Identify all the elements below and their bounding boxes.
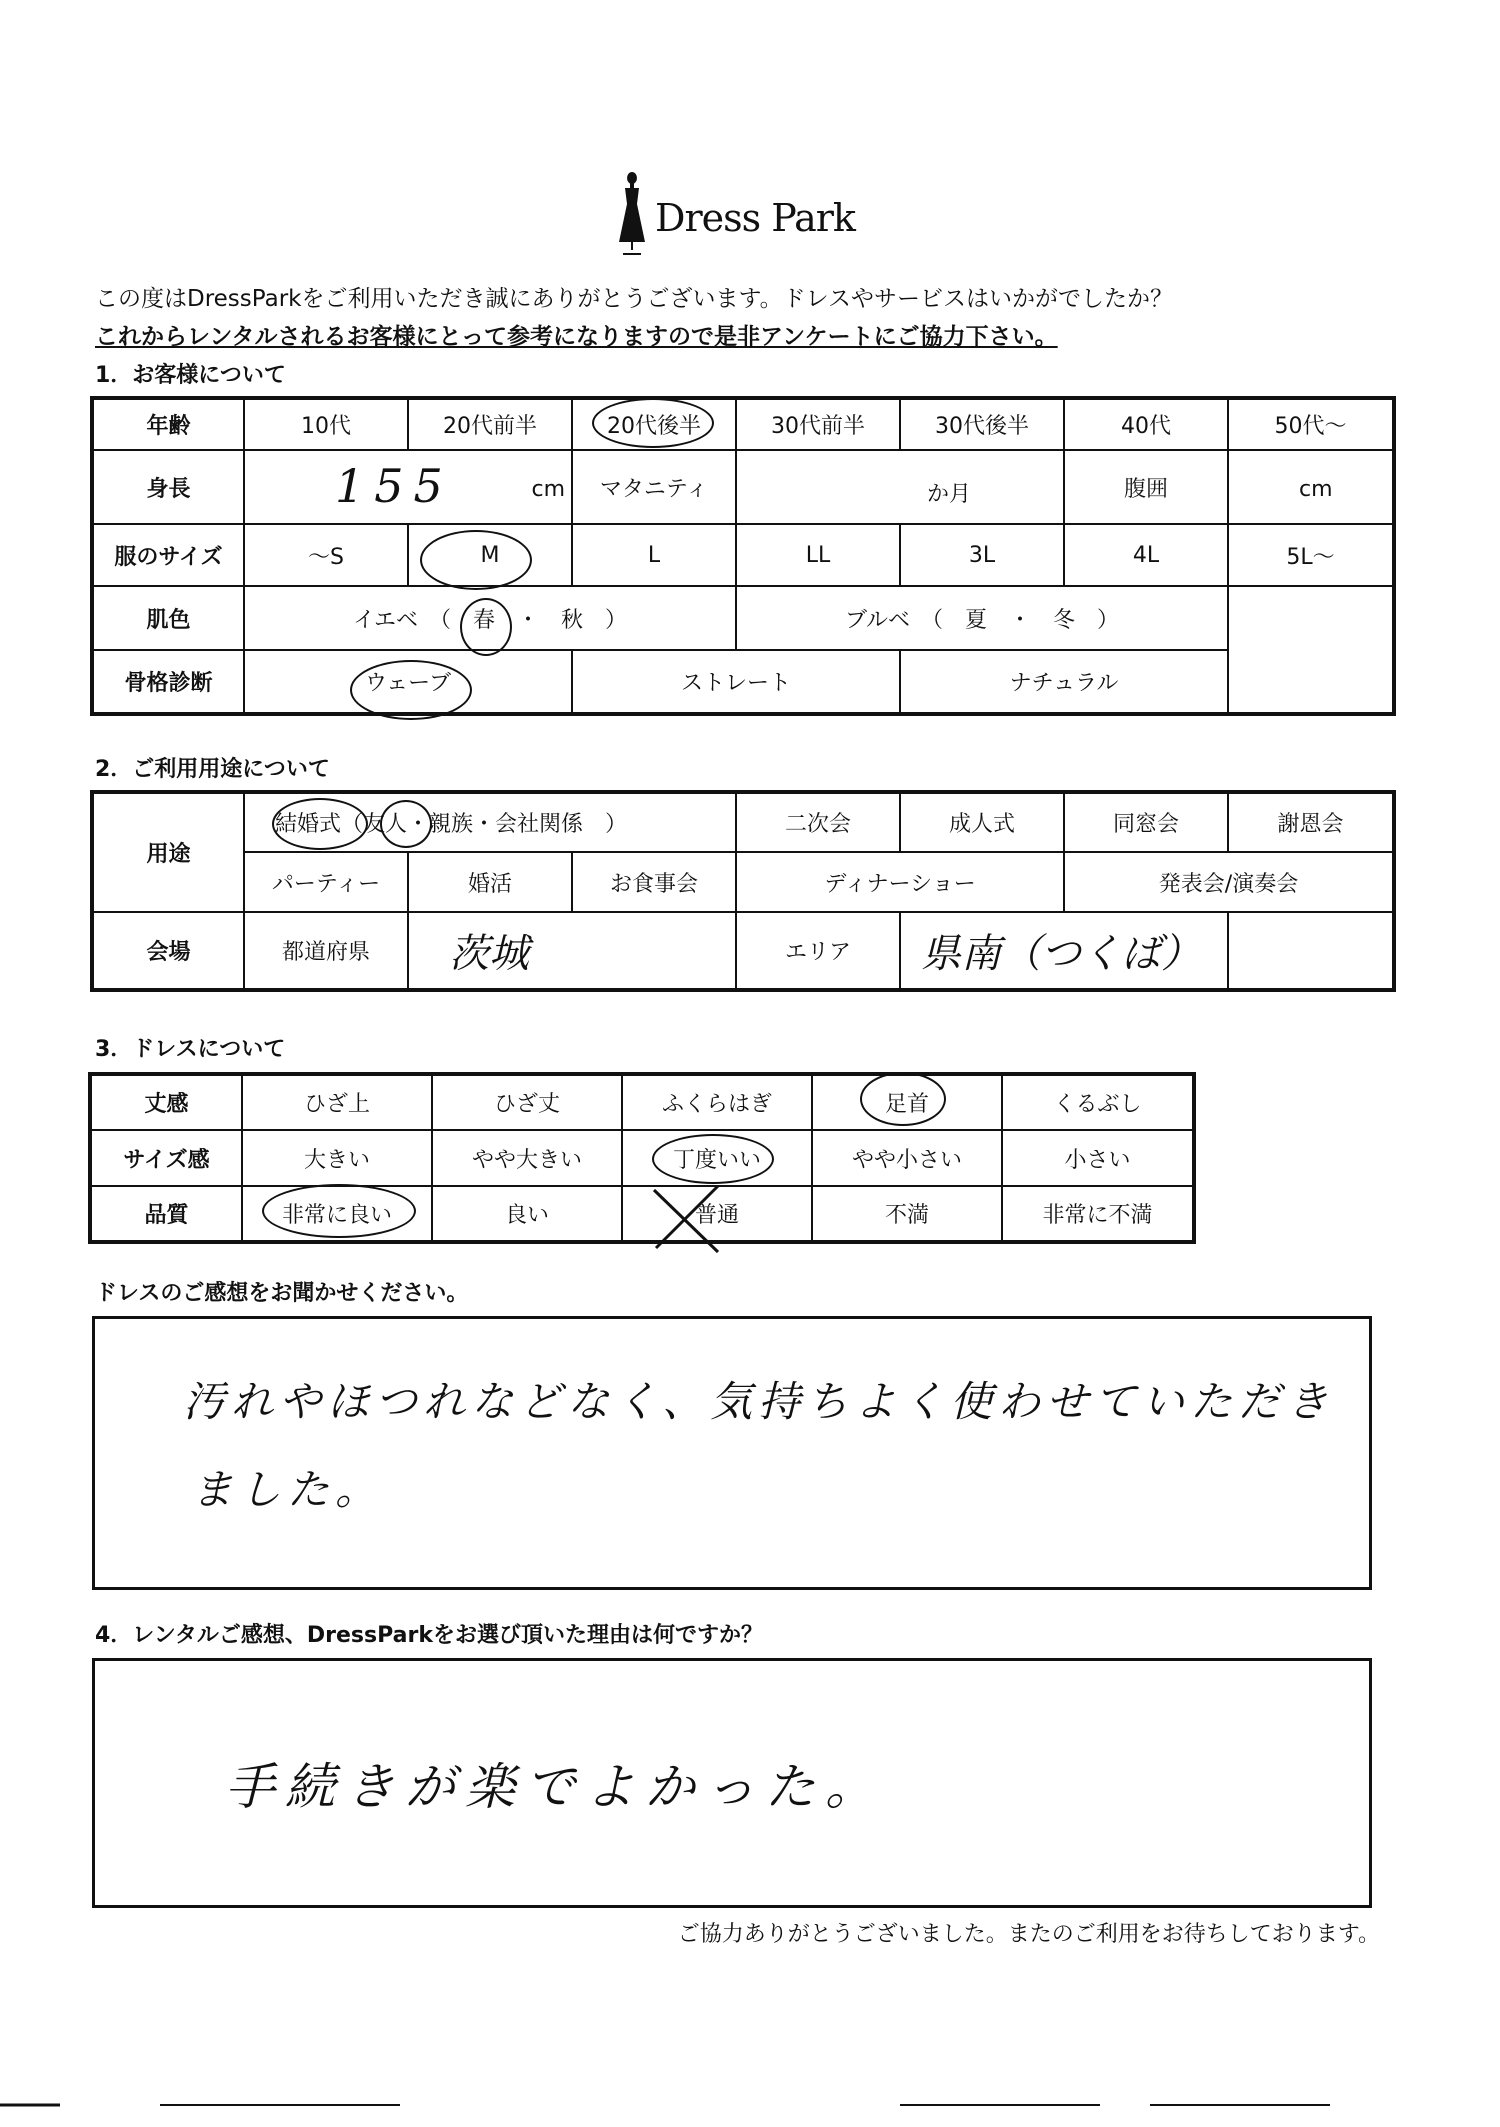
purpose-recital[interactable]: 発表会/演奏会 bbox=[1064, 852, 1394, 912]
impression-box[interactable] bbox=[92, 1316, 1372, 1590]
waist-label: 腹囲 bbox=[1064, 450, 1228, 524]
frame-option-straight[interactable]: ストレート bbox=[572, 650, 900, 714]
height-value: 155 bbox=[335, 459, 453, 513]
customer-table bbox=[90, 396, 1396, 716]
impression-line1: 汚れやほつれなどなく、気持ちよく使わせていただき bbox=[183, 1377, 1335, 1426]
fit-just-right[interactable]: 丁度いい bbox=[622, 1130, 812, 1186]
skin-label: 肌色 bbox=[92, 586, 244, 650]
venue-label: 会場 bbox=[92, 912, 244, 990]
cross-out-mark bbox=[648, 1182, 724, 1258]
dresspark-logo bbox=[615, 170, 875, 260]
age-option-40s[interactable]: 40代 bbox=[1064, 398, 1228, 450]
frame-label: 骨格診断 bbox=[92, 650, 244, 714]
purpose-afterparty[interactable]: 二次会 bbox=[736, 792, 900, 852]
fit-small[interactable]: 小さい bbox=[1002, 1130, 1194, 1186]
intro-request: これからレンタルされるお客様にとって参考になりますので是非アンケートにご協力下さい。 bbox=[95, 324, 1058, 350]
maternity-label: マタニティ bbox=[572, 450, 736, 524]
purpose-konkatsu[interactable]: 婚活 bbox=[408, 852, 572, 912]
section2-title: 2．ご利用用途について bbox=[95, 757, 330, 782]
reason-box[interactable] bbox=[92, 1658, 1372, 1908]
waist-field[interactable] bbox=[1228, 450, 1394, 524]
dress-icon bbox=[615, 170, 649, 260]
scan-edge-lines bbox=[0, 2100, 1500, 2110]
length-above-knee[interactable]: ひざ上 bbox=[242, 1074, 432, 1130]
waist-unit: cm bbox=[1299, 477, 1333, 502]
quality-unsatisfied[interactable]: 不満 bbox=[812, 1186, 1002, 1242]
prefecture-field[interactable] bbox=[408, 912, 736, 990]
purpose-wedding[interactable]: 結婚式（友人・親族・会社関係 ） bbox=[244, 792, 736, 852]
brand-name: Dress Park bbox=[655, 196, 855, 240]
purpose-table bbox=[90, 790, 1396, 992]
height-unit: cm bbox=[531, 477, 565, 502]
maternity-unit: か月 bbox=[927, 482, 972, 507]
impression-prompt: ドレスのご感想をお聞かせください。 bbox=[95, 1281, 469, 1306]
venue-empty bbox=[1228, 912, 1394, 990]
purpose-coming-of-age[interactable]: 成人式 bbox=[900, 792, 1064, 852]
skin-yellow-base[interactable]: イエベ （ 春 ・ 秋 ） bbox=[244, 586, 736, 650]
area-field[interactable] bbox=[900, 912, 1228, 990]
age-option-10s[interactable]: 10代 bbox=[244, 398, 408, 450]
size-option-l[interactable]: L bbox=[572, 524, 736, 586]
intro-text: この度はDressParkをご利用いただき誠にありがとうございます。ドレスやサービスはいかがでしたか？ bbox=[95, 286, 1173, 312]
frame-empty bbox=[1228, 650, 1394, 714]
area-label: エリア bbox=[736, 912, 900, 990]
length-label: 丈感 bbox=[90, 1074, 242, 1130]
purpose-label: 用途 bbox=[92, 792, 244, 912]
age-option-50s[interactable]: 50代～ bbox=[1228, 398, 1394, 450]
impression-line2: ました。 bbox=[191, 1465, 384, 1514]
quality-good[interactable]: 良い bbox=[432, 1186, 622, 1242]
fit-slightly-small[interactable]: やや小さい bbox=[812, 1130, 1002, 1186]
size-option-5l[interactable]: 5L～ bbox=[1228, 524, 1394, 586]
quality-excellent[interactable]: 非常に良い bbox=[242, 1186, 432, 1242]
section4-title: 4．レンタルご感想、DressParkをお選び頂いた理由は何ですか？ bbox=[95, 1623, 763, 1648]
skin-empty bbox=[1228, 586, 1394, 650]
quality-label: 品質 bbox=[90, 1186, 242, 1242]
age-label: 年齢 bbox=[92, 398, 244, 450]
size-option-3l[interactable]: 3L bbox=[900, 524, 1064, 586]
height-field[interactable] bbox=[244, 450, 572, 524]
age-option-early-20s[interactable]: 20代前半 bbox=[408, 398, 572, 450]
length-knee[interactable]: ひざ丈 bbox=[432, 1074, 622, 1130]
purpose-reunion[interactable]: 同窓会 bbox=[1064, 792, 1228, 852]
section3-title: 3．ドレスについて bbox=[95, 1037, 286, 1062]
fit-large[interactable]: 大きい bbox=[242, 1130, 432, 1186]
reason-answer: 手続きが楽でよかった。 bbox=[225, 1758, 885, 1816]
purpose-dinner-show[interactable]: ディナーショー bbox=[736, 852, 1064, 912]
purpose-dinner[interactable]: お食事会 bbox=[572, 852, 736, 912]
maternity-field[interactable] bbox=[736, 450, 1064, 524]
area-value: 県南（つくば） bbox=[921, 931, 1202, 977]
size-option-s[interactable]: ～S bbox=[244, 524, 408, 586]
size-option-m[interactable]: M bbox=[408, 524, 572, 586]
length-ankle[interactable]: 足首 bbox=[812, 1074, 1002, 1130]
skin-blue-base[interactable]: ブルベ （ 夏 ・ 冬 ） bbox=[736, 586, 1228, 650]
purpose-party[interactable]: パーティー bbox=[244, 852, 408, 912]
prefecture-label: 都道府県 bbox=[244, 912, 408, 990]
footer-thanks: ご協力ありがとうございました。またのご利用をお待ちしております。 bbox=[677, 1922, 1380, 1947]
fit-label: サイズ感 bbox=[90, 1130, 242, 1186]
size-option-4l[interactable]: 4L bbox=[1064, 524, 1228, 586]
dress-table bbox=[88, 1072, 1196, 1244]
age-option-late-20s[interactable]: 20代後半 bbox=[572, 398, 736, 450]
section1-title: 1．お客様について bbox=[95, 363, 286, 388]
prefecture-value: 茨城 bbox=[449, 931, 529, 977]
size-option-ll[interactable]: LL bbox=[736, 524, 900, 586]
fit-slightly-large[interactable]: やや大きい bbox=[432, 1130, 622, 1186]
height-label: 身長 bbox=[92, 450, 244, 524]
quality-very-unsatisfied[interactable]: 非常に不満 bbox=[1002, 1186, 1194, 1242]
age-option-late-30s[interactable]: 30代後半 bbox=[900, 398, 1064, 450]
purpose-thanks-party[interactable]: 謝恩会 bbox=[1228, 792, 1394, 852]
frame-option-natural[interactable]: ナチュラル bbox=[900, 650, 1228, 714]
length-calf[interactable]: ふくらはぎ bbox=[622, 1074, 812, 1130]
size-label: 服のサイズ bbox=[92, 524, 244, 586]
age-option-early-30s[interactable]: 30代前半 bbox=[736, 398, 900, 450]
length-ankle-bone[interactable]: くるぶし bbox=[1002, 1074, 1194, 1130]
quality-average[interactable]: 普通 bbox=[622, 1186, 812, 1242]
frame-option-wave[interactable]: ウェーブ bbox=[244, 650, 572, 714]
